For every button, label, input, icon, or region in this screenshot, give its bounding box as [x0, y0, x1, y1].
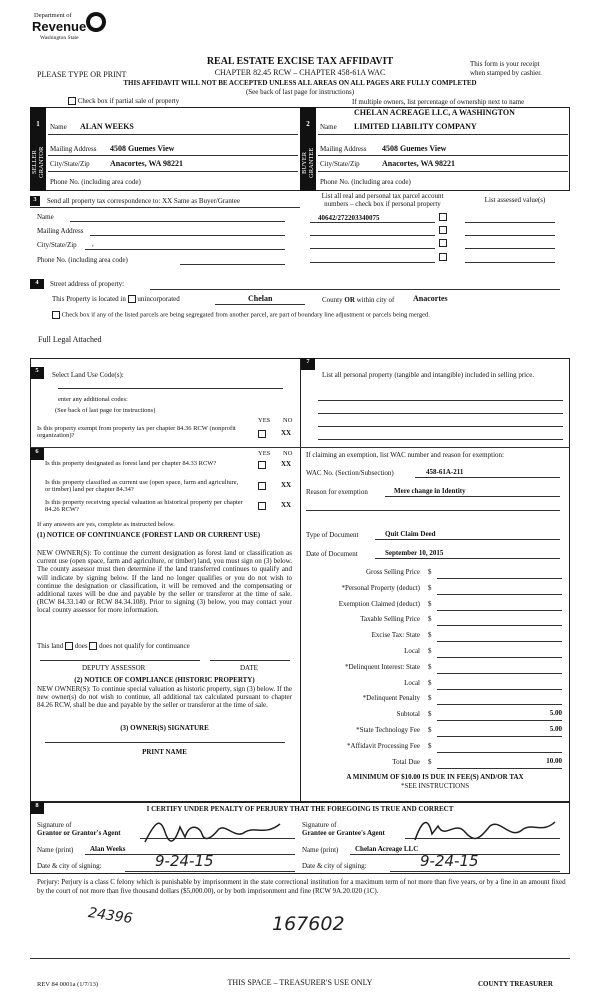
grantor-sig-label: Signature of — [37, 821, 72, 829]
city-value: Anacortes — [413, 294, 448, 303]
fee-currency: $ — [428, 678, 432, 687]
fee-label: *Delinquent Penalty — [362, 694, 420, 703]
fee-currency: $ — [428, 568, 432, 576]
notice1-title: (1) NOTICE OF CONTINUANCE (FOREST LAND OR CURRENT USE) — [37, 531, 261, 539]
does-checkbox[interactable] — [65, 642, 73, 650]
current-use-yes-checkbox[interactable] — [258, 482, 266, 490]
section-1-number: 1 — [36, 120, 40, 128]
please-type: PLEASE TYPE OR PRINT — [37, 70, 127, 79]
notice2-text: NEW OWNER(S): To continue special valuation as historic property, sign (3) below. If the new owner(s) do not wish to continue, all additional tax calculated pursuant to chapter 84.26 RCW, shall be due and payable by the seller or transferor at the time of sale. — [37, 685, 292, 710]
owner-signature: (3) OWNER(S) SIGNATURE — [120, 724, 209, 732]
grantor-signature — [140, 812, 290, 846]
chapter-line: CHAPTER 82.45 RCW – CHAPTER 458-61A WAC — [214, 68, 386, 77]
send-correspondence: Send all property tax correspondence to: XX Same as Buyer/Grantee — [47, 197, 241, 205]
grantee-name: Chelan Acreage LLC — [355, 845, 419, 853]
parcel-header-2: numbers – check box if personal property — [324, 200, 441, 208]
corr-name-label: Name — [37, 213, 54, 221]
fee-currency: $ — [428, 615, 432, 624]
does-not-checkbox[interactable] — [89, 642, 97, 650]
warning-line: THIS AFFIDAVIT WILL NOT BE ACCEPTED UNLESS ALL AREAS ON ALL PAGES ARE FULLY COMPLETED — [123, 79, 477, 87]
fee-value: 5.00 — [549, 709, 562, 718]
fee-label: Total Due — [392, 757, 420, 766]
if-yes-note: If any answers are yes, complete as instructed below. — [37, 521, 175, 528]
located-label: This Property is located in unincorporated — [52, 295, 180, 303]
buyer-city: Anacortes, WA 98221 — [382, 159, 455, 168]
corr-city-label: City/State/Zip — [37, 241, 77, 249]
grantee-signature — [410, 812, 560, 846]
fee-label: *Personal Property (deduct) — [341, 583, 420, 592]
land-use-label: Select Land Use Code(s): — [52, 371, 124, 379]
forest-answer: XX — [281, 460, 292, 468]
fee-label: *Affidavit Processing Fee — [347, 741, 420, 750]
notice1-text: NEW OWNER(S): To continue the current designation as forest land or classification as current use (open space, farm and agriculture, or timber) land, you must sign on (3) below. The county assessor must then determine if the land transferred continues to qualify and will indicate by signing below. If the land no longer qualifies or you do not wish to continue the designation or classification, it will be removed and the compensating or additional taxes will be due and payable by the seller or transferor at the time of sale. (RCW 84.33.140 or RCW 84.34.108). Prior to signing (3) below, you may contact your local county assessor for more information. — [37, 549, 292, 615]
logo-line2: Revenue — [32, 19, 87, 34]
fee-currency: $ — [428, 631, 432, 640]
grantor-date-label: Date & city of signing: — [37, 862, 102, 870]
forest-yes-checkbox[interactable] — [258, 461, 266, 469]
minimum-fee: A MINIMUM OF $10.00 IS DUE IN FEE(S) AND/OR TAX — [346, 773, 524, 781]
buyer-phone-label: Phone No. (including area code) — [320, 178, 411, 186]
partial-sale-checkbox[interactable] — [68, 97, 76, 105]
parcel-2-checkbox[interactable] — [439, 226, 447, 234]
deputy-assessor: DEPUTY ASSESSOR — [82, 664, 146, 672]
fee-label: Local — [404, 647, 420, 655]
fee-row — [305, 758, 567, 770]
see-back-header: (See back of last page for instructions) — [245, 88, 355, 96]
forest-question: Is this property designated as forest land per chapter 84.33 RCW? — [45, 460, 217, 467]
dor-logo — [30, 8, 110, 50]
fee-currency: $ — [428, 710, 432, 719]
fee-row — [305, 663, 567, 675]
seller-city: Anacortes, WA 98221 — [110, 159, 183, 168]
buyer-mailing: 4508 Guemes View — [382, 144, 447, 153]
fee-currency: $ — [428, 694, 432, 703]
seller-phone-label: Phone No. (including area code) — [50, 178, 141, 186]
fee-label: Local — [404, 678, 420, 687]
see-instructions: *SEE INSTRUCTIONS — [400, 782, 470, 790]
current-use-answer: XX — [281, 481, 292, 489]
seller-side-label: SELLER GRANTOR — [31, 146, 45, 179]
seller-name: ALAN WEEKS — [80, 122, 134, 131]
form-number: REV 84 0001a (1/7/13) — [37, 981, 99, 988]
grantor-date: 9-24-15 — [155, 852, 214, 870]
personal-property-label: List all personal property (tangible and intangible) included in selling price. — [322, 371, 535, 379]
section-7-number: 7 — [301, 358, 315, 370]
fee-label: Subtotal — [396, 710, 420, 719]
county-treasurer: COUNTY TREASURER — [478, 980, 553, 988]
grantor-agent-label: Grantor or Grantor's Agent — [37, 829, 121, 837]
seller-city-label: City/State/Zip — [50, 160, 90, 168]
section-3-number: 3 — [30, 196, 40, 206]
corr-phone-label: Phone No. (including area code) — [37, 256, 128, 264]
additional-codes-label: enter any additional codes: — [58, 396, 128, 403]
doc-date-value: September 10, 2015 — [385, 549, 444, 557]
wac-label: WAC No. (Section/Subsection) — [306, 469, 394, 477]
fee-row — [305, 568, 567, 580]
full-legal: Full Legal Attached — [38, 335, 102, 344]
fee-label: *Delinquent Interest: State — [344, 662, 420, 671]
fee-row — [305, 726, 567, 738]
fee-label: Exemption Claimed (deduct) — [338, 599, 420, 608]
print-name: PRINT NAME — [142, 748, 187, 756]
grantee-name-label: Name (print) — [302, 846, 339, 854]
buyer-city-label: City/State/Zip — [320, 160, 360, 168]
seller-mailing: 4508 Guemes View — [110, 144, 175, 153]
fee-label: Taxable Selling Price — [360, 615, 420, 624]
fee-currency: $ — [428, 583, 432, 592]
grantee-sig-label: Signature of — [302, 821, 337, 829]
parcel-number-1: 40642/272203340075 — [318, 214, 380, 222]
treasurer-use: THIS SPACE – TREASURER'S USE ONLY — [227, 978, 373, 987]
perjury-note: Perjury: Perjury is a class C felony which is punishable by imprisonment in the state correctional institution for a maximum term of not more than five years, or by a fine in an amount fixed by the court of not more than five thousand dollars ($5,000.00), or by both imprisonment and fine (RCW 9A.20.020 (1C). — [37, 878, 566, 895]
fee-currency: $ — [428, 741, 432, 750]
historic-question: Is this property receiving special valuation as historical property per chapter 84.26 RCW? — [45, 499, 243, 513]
buyer-mailing-label: Mailing Address — [320, 145, 367, 153]
notice2-title: (2) NOTICE OF COMPLIANCE (HISTORIC PROPERTY) — [74, 676, 255, 684]
current-use-question: Is this property classified as current use (open space, farm and agriculture, or timber) land per chapter 84.34? — [45, 479, 239, 493]
county-value: Chelan — [248, 294, 273, 303]
exempt-yes-checkbox[interactable] — [258, 430, 266, 438]
section-5-number: 5 — [30, 367, 44, 379]
certify-statement: I CERTIFY UNDER PENALTY OF PERJURY THAT THE FOREGOING IS TRUE AND CORRECT — [146, 805, 454, 813]
see-back-5: (See back of last page for instructions) — [55, 407, 156, 414]
multiple-owners-note: If multiple owners, list percentage of ownership next to name — [352, 98, 525, 106]
fee-label: *State Technology Fee — [356, 726, 420, 734]
receipt-note-2: when stamped by cashier. — [470, 69, 542, 77]
historic-yes-checkbox[interactable] — [258, 502, 266, 510]
seller-mailing-label: Mailing Address — [50, 145, 97, 153]
grantee-date: 9-24-15 — [420, 852, 479, 870]
buyer-name-label: Name — [320, 123, 337, 131]
corr-mailing-label: Mailing Address — [37, 227, 84, 235]
unincorporated-checkbox[interactable] — [128, 295, 136, 303]
segregated-checkbox[interactable] — [52, 311, 60, 319]
seller-name-label: Name — [50, 123, 67, 131]
buyer-side-label: BUYER GRANTEE — [301, 147, 315, 178]
fee-row — [305, 710, 567, 722]
grantor-name: Alan Weeks — [90, 845, 126, 853]
this-land-line: This land does does not qualify for continuance — [37, 642, 190, 650]
handwritten-note-1: 24396 — [87, 904, 134, 928]
fee-currency: $ — [428, 647, 432, 655]
fee-row — [305, 694, 567, 706]
fee-row — [305, 631, 567, 643]
s6-yes: YES — [258, 450, 271, 457]
buyer-name-line2: LIMITED LIABILITY COMPANY — [354, 122, 477, 131]
partial-sale: Check box if partial sale of property — [68, 97, 179, 105]
segregated-note: Check box if any of the listed parcels are being segregated from another parcel, are part of boundary line adjustment or parcels being merged. — [52, 311, 430, 319]
street-address-label: Street address of property: — [50, 280, 125, 288]
reason-label: Reason for exemption — [306, 488, 368, 496]
grantee-agent-label: Grantee or Grantee's Agent — [302, 829, 385, 837]
parcel-header-1: List all real and personal tax parcel account — [321, 192, 444, 200]
fee-row — [305, 742, 567, 754]
s5-yes: YES — [258, 417, 271, 424]
fee-row — [305, 584, 567, 596]
section-6-number: 6 — [30, 448, 44, 460]
section-2-number: 2 — [306, 120, 310, 128]
fee-row — [305, 615, 567, 627]
fee-label: Gross Selling Price — [365, 568, 420, 576]
wac-value: 458-61A-211 — [426, 468, 464, 476]
fee-currency: $ — [428, 757, 432, 766]
exempt-answer: XX — [281, 429, 292, 437]
fee-currency: $ — [428, 662, 432, 671]
exemption-question: If claiming an exemption, list WAC number and reason for exemption: — [306, 451, 504, 459]
grantor-name-label: Name (print) — [37, 846, 74, 854]
doc-type-value: Quit Claim Deed — [385, 530, 436, 538]
fee-row — [305, 679, 567, 691]
doc-type-label: Type of Document — [306, 531, 359, 539]
fee-value: 10.00 — [546, 756, 562, 765]
form-title: REAL ESTATE EXCISE TAX AFFIDAVIT — [206, 56, 394, 67]
section-4-number: 4 — [30, 279, 44, 289]
s6-no: NO — [283, 450, 293, 457]
doc-date-label: Date of Document — [306, 550, 358, 558]
deputy-date: DATE — [240, 664, 258, 672]
fee-label: Excise Tax: State — [371, 631, 420, 640]
fee-row — [305, 647, 567, 659]
fee-currency: $ — [428, 599, 432, 608]
fee-value: 5.00 — [549, 725, 562, 733]
s5-no: NO — [283, 417, 293, 424]
logo-line1: Department of — [34, 12, 72, 19]
exempt-question: Is this property exempt from property tax per chapter 84.36 RCW (nonprofit organization)? — [37, 425, 236, 439]
county-or-city: County OR within city of — [322, 296, 395, 304]
section-8-number: 8 — [30, 802, 44, 814]
logo-line3: Washington State — [40, 35, 79, 41]
parcel-3-checkbox[interactable] — [439, 239, 447, 247]
assessed-header: List assessed value(s) — [484, 196, 546, 204]
corr-city-value: , — [92, 240, 94, 248]
fee-row — [305, 600, 567, 612]
fee-currency: $ — [428, 726, 432, 734]
parcel-1-checkbox[interactable] — [439, 213, 447, 221]
handwritten-note-2: 167602 — [272, 913, 345, 935]
historic-answer: XX — [281, 501, 292, 509]
parcel-4-checkbox[interactable] — [439, 253, 447, 261]
grantee-date-label: Date & city of signing: — [302, 862, 367, 870]
buyer-name-line1: CHELAN ACREAGE LLC, A WASHINGTON — [354, 108, 515, 117]
receipt-note-1: This form is your receipt — [470, 60, 540, 68]
reason-value: Mere change in Identity — [394, 487, 466, 495]
